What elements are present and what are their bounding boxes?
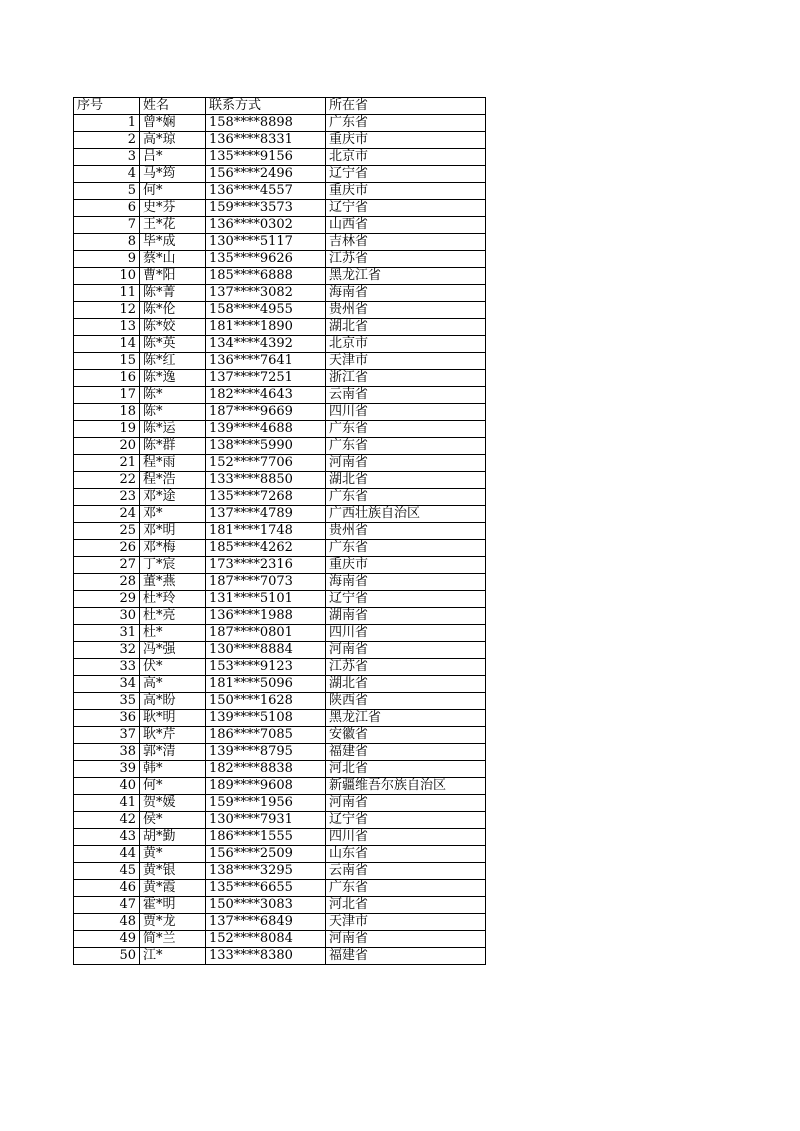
row-province: 吉林省 [326,234,486,251]
row-name: 陈*运 [140,421,206,438]
table-row [74,761,486,778]
row-phone: 186****1555 [206,829,326,846]
row-phone: 139****8795 [206,744,326,761]
row-phone: 159****3573 [206,200,326,217]
table-row [74,472,486,489]
row-name: 江* [140,948,206,965]
row-phone: 135****9156 [206,149,326,166]
row-province: 重庆市 [326,132,486,149]
row-province: 广东省 [326,438,486,455]
row-phone: 156****2509 [206,846,326,863]
row-province: 辽宁省 [326,200,486,217]
row-province: 湖北省 [326,472,486,489]
row-province: 江苏省 [326,659,486,676]
table-row [74,523,486,540]
row-phone: 136****4557 [206,183,326,200]
row-index: 32 [74,642,140,659]
row-province: 福建省 [326,948,486,965]
row-index: 6 [74,200,140,217]
row-province: 河南省 [326,795,486,812]
table-row [74,948,486,965]
row-name: 陈*红 [140,353,206,370]
row-name: 陈*姣 [140,319,206,336]
table-row [74,132,486,149]
row-phone: 185****6888 [206,268,326,285]
row-province: 浙江省 [326,370,486,387]
row-index: 26 [74,540,140,557]
row-phone: 137****4789 [206,506,326,523]
table-row [74,693,486,710]
row-phone: 130****8884 [206,642,326,659]
row-name: 郭*清 [140,744,206,761]
table-row [74,166,486,183]
row-province: 安徽省 [326,727,486,744]
row-province: 北京市 [326,149,486,166]
row-index: 28 [74,574,140,591]
row-index: 20 [74,438,140,455]
row-phone: 152****8084 [206,931,326,948]
table-row [74,540,486,557]
row-index: 39 [74,761,140,778]
row-name: 曾*娴 [140,115,206,132]
row-index: 23 [74,489,140,506]
row-phone: 139****4688 [206,421,326,438]
row-phone: 137****7251 [206,370,326,387]
row-index: 1 [74,115,140,132]
table-row [74,863,486,880]
row-name: 陈*逸 [140,370,206,387]
row-province: 辽宁省 [326,812,486,829]
row-phone: 182****4643 [206,387,326,404]
row-index: 36 [74,710,140,727]
table-row [74,812,486,829]
row-index: 15 [74,353,140,370]
table-row [74,404,486,421]
row-phone: 135****7268 [206,489,326,506]
row-phone: 181****5096 [206,676,326,693]
row-name: 陈*群 [140,438,206,455]
row-name: 程*浩 [140,472,206,489]
row-name: 高*盼 [140,693,206,710]
table-row [74,676,486,693]
table-row [74,642,486,659]
table-row [74,608,486,625]
row-index: 21 [74,455,140,472]
table-row [74,302,486,319]
row-index: 19 [74,421,140,438]
row-phone: 135****9626 [206,251,326,268]
row-province: 湖南省 [326,608,486,625]
row-index: 3 [74,149,140,166]
row-name: 何* [140,778,206,795]
row-index: 48 [74,914,140,931]
row-province: 广西壮族自治区 [326,506,486,523]
row-phone: 181****1748 [206,523,326,540]
table-row [74,319,486,336]
row-phone: 136****7641 [206,353,326,370]
row-province: 陕西省 [326,693,486,710]
row-phone: 153****9123 [206,659,326,676]
row-phone: 138****3295 [206,863,326,880]
row-name: 马*筠 [140,166,206,183]
table-row [74,200,486,217]
row-phone: 137****6849 [206,914,326,931]
row-name: 简*兰 [140,931,206,948]
row-province: 辽宁省 [326,591,486,608]
row-province: 河南省 [326,931,486,948]
row-name: 侯* [140,812,206,829]
table-row [74,268,486,285]
row-index: 38 [74,744,140,761]
row-province: 云南省 [326,387,486,404]
row-name: 王*花 [140,217,206,234]
row-phone: 187****9669 [206,404,326,421]
table-row [74,353,486,370]
row-index: 13 [74,319,140,336]
row-phone: 182****8838 [206,761,326,778]
row-phone: 150****3083 [206,897,326,914]
table-row [74,880,486,897]
row-phone: 135****6655 [206,880,326,897]
row-name: 史*芬 [140,200,206,217]
table-row [74,285,486,302]
row-index: 18 [74,404,140,421]
row-name: 陈*英 [140,336,206,353]
header-province: 所在省 [326,98,486,115]
header-row [74,98,486,115]
row-name: 程*雨 [140,455,206,472]
table-row [74,931,486,948]
table-body [74,115,486,965]
table-row [74,183,486,200]
row-province: 广东省 [326,540,486,557]
row-index: 4 [74,166,140,183]
row-name: 黄*霞 [140,880,206,897]
row-name: 高*琼 [140,132,206,149]
header-index: 序号 [74,98,140,115]
row-index: 25 [74,523,140,540]
row-index: 14 [74,336,140,353]
table-row [74,727,486,744]
row-name: 董*燕 [140,574,206,591]
row-name: 贾*龙 [140,914,206,931]
row-name: 吕* [140,149,206,166]
row-index: 22 [74,472,140,489]
row-phone: 158****4955 [206,302,326,319]
row-province: 黑龙江省 [326,268,486,285]
row-index: 41 [74,795,140,812]
row-name: 蔡*山 [140,251,206,268]
row-phone: 152****7706 [206,455,326,472]
row-name: 贺*媛 [140,795,206,812]
row-province: 河南省 [326,642,486,659]
row-province: 河北省 [326,897,486,914]
table-row [74,795,486,812]
row-name: 黄* [140,846,206,863]
row-name: 杜* [140,625,206,642]
row-phone: 173****2316 [206,557,326,574]
table-row [74,489,486,506]
row-index: 29 [74,591,140,608]
table-row [74,455,486,472]
row-index: 40 [74,778,140,795]
row-phone: 159****1956 [206,795,326,812]
row-index: 2 [74,132,140,149]
row-index: 34 [74,676,140,693]
row-province: 重庆市 [326,183,486,200]
row-name: 杜*亮 [140,608,206,625]
row-province: 四川省 [326,625,486,642]
row-province: 广东省 [326,115,486,132]
row-name: 陈* [140,404,206,421]
row-province: 新疆维吾尔族自治区 [326,778,486,795]
header-name: 姓名 [140,98,206,115]
table-row [74,336,486,353]
table-row [74,829,486,846]
row-name: 杜*玲 [140,591,206,608]
row-name: 毕*成 [140,234,206,251]
row-index: 49 [74,931,140,948]
row-phone: 133****8850 [206,472,326,489]
row-index: 47 [74,897,140,914]
table-row [74,574,486,591]
table-row [74,897,486,914]
row-phone: 187****0801 [206,625,326,642]
row-province: 天津市 [326,353,486,370]
row-index: 42 [74,812,140,829]
row-name: 耿*明 [140,710,206,727]
table-row [74,914,486,931]
row-name: 陈*菁 [140,285,206,302]
row-index: 33 [74,659,140,676]
table-row [74,506,486,523]
row-index: 7 [74,217,140,234]
row-phone: 156****2496 [206,166,326,183]
table-row [74,591,486,608]
row-phone: 189****9608 [206,778,326,795]
row-index: 24 [74,506,140,523]
row-index: 10 [74,268,140,285]
row-province: 云南省 [326,863,486,880]
row-phone: 134****4392 [206,336,326,353]
row-phone: 137****3082 [206,285,326,302]
row-province: 湖北省 [326,319,486,336]
row-index: 5 [74,183,140,200]
row-name: 霍*明 [140,897,206,914]
row-province: 江苏省 [326,251,486,268]
row-name: 冯*强 [140,642,206,659]
row-name: 耿*芹 [140,727,206,744]
row-name: 丁*宸 [140,557,206,574]
row-province: 黑龙江省 [326,710,486,727]
contact-table [73,97,486,965]
row-index: 37 [74,727,140,744]
row-index: 44 [74,846,140,863]
row-phone: 181****1890 [206,319,326,336]
row-index: 16 [74,370,140,387]
row-province: 福建省 [326,744,486,761]
table-row [74,387,486,404]
row-phone: 138****5990 [206,438,326,455]
row-name: 胡*勤 [140,829,206,846]
row-name: 陈* [140,387,206,404]
row-index: 8 [74,234,140,251]
row-name: 高* [140,676,206,693]
table-row [74,438,486,455]
table-row [74,625,486,642]
row-province: 天津市 [326,914,486,931]
row-province: 辽宁省 [326,166,486,183]
row-name: 陈*伦 [140,302,206,319]
row-phone: 131****5101 [206,591,326,608]
row-index: 12 [74,302,140,319]
table-row [74,659,486,676]
row-name: 伏* [140,659,206,676]
row-province: 四川省 [326,404,486,421]
row-province: 广东省 [326,489,486,506]
table-row [74,370,486,387]
row-phone: 186****7085 [206,727,326,744]
row-index: 46 [74,880,140,897]
row-index: 27 [74,557,140,574]
row-phone: 136****8331 [206,132,326,149]
row-index: 30 [74,608,140,625]
table-row [74,421,486,438]
table-row [74,115,486,132]
row-name: 邓*途 [140,489,206,506]
row-index: 31 [74,625,140,642]
row-phone: 130****5117 [206,234,326,251]
table-row [74,846,486,863]
table-row [74,557,486,574]
header-contact: 联系方式 [206,98,326,115]
row-index: 9 [74,251,140,268]
row-phone: 136****0302 [206,217,326,234]
row-province: 湖北省 [326,676,486,693]
row-province: 山东省 [326,846,486,863]
row-index: 17 [74,387,140,404]
row-province: 河南省 [326,455,486,472]
row-index: 43 [74,829,140,846]
row-name: 邓* [140,506,206,523]
row-province: 海南省 [326,285,486,302]
row-name: 邓*明 [140,523,206,540]
row-name: 曹*阳 [140,268,206,285]
row-province: 山西省 [326,217,486,234]
row-phone: 139****5108 [206,710,326,727]
row-province: 广东省 [326,880,486,897]
row-province: 四川省 [326,829,486,846]
row-province: 重庆市 [326,557,486,574]
row-province: 贵州省 [326,523,486,540]
table-row [74,710,486,727]
row-name: 何* [140,183,206,200]
row-index: 50 [74,948,140,965]
table-row [74,217,486,234]
row-phone: 136****1988 [206,608,326,625]
row-province: 广东省 [326,421,486,438]
row-index: 11 [74,285,140,302]
table-row [74,778,486,795]
row-name: 邓*梅 [140,540,206,557]
row-phone: 150****1628 [206,693,326,710]
table-row [74,149,486,166]
table-row [74,234,486,251]
row-index: 35 [74,693,140,710]
table-row [74,251,486,268]
row-phone: 133****8380 [206,948,326,965]
row-index: 45 [74,863,140,880]
row-province: 贵州省 [326,302,486,319]
row-phone: 130****7931 [206,812,326,829]
table-row [74,744,486,761]
row-phone: 187****7073 [206,574,326,591]
row-name: 黄*银 [140,863,206,880]
row-phone: 158****8898 [206,115,326,132]
row-province: 北京市 [326,336,486,353]
row-province: 河北省 [326,761,486,778]
row-name: 韩* [140,761,206,778]
row-province: 海南省 [326,574,486,591]
row-phone: 185****4262 [206,540,326,557]
